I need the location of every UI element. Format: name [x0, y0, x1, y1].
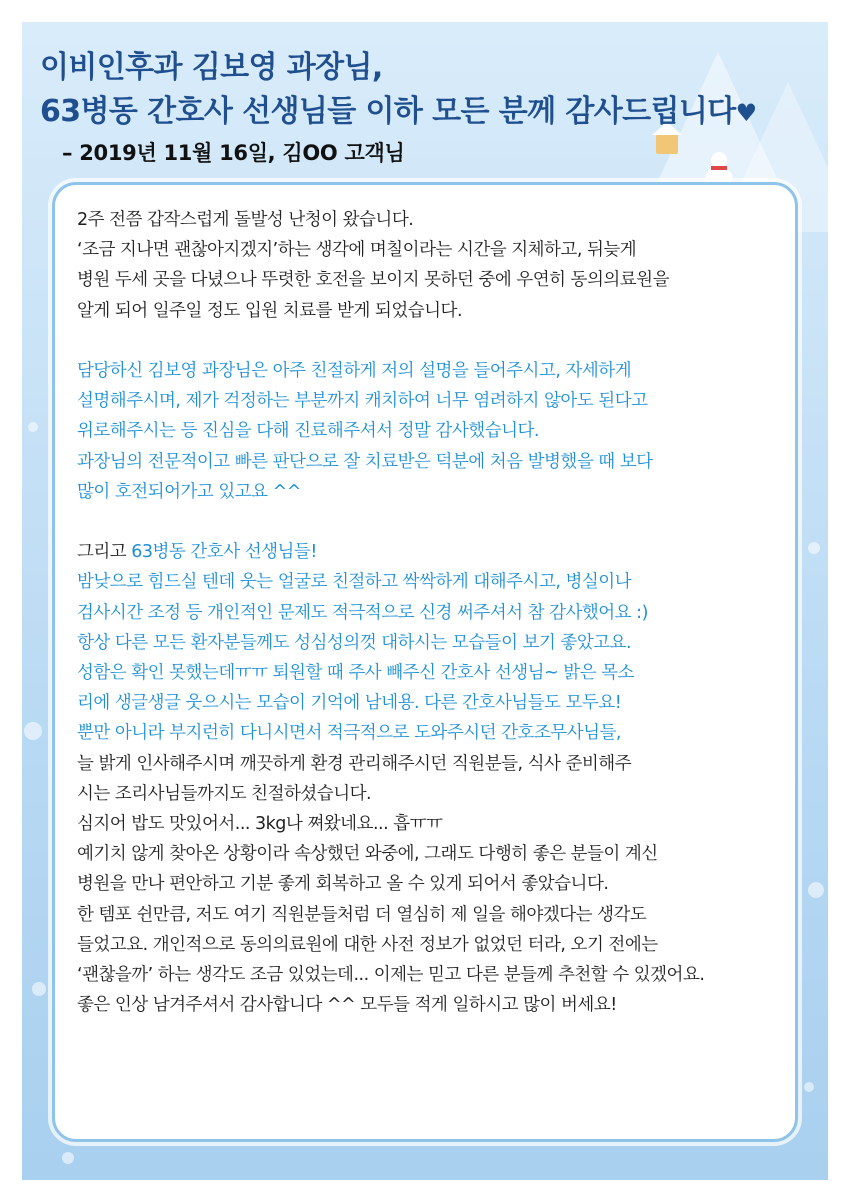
letter-highlight: 63병동 간호사 선생님들!: [131, 542, 317, 563]
letter-line: 성함은 확인 못했는데ㅠㅠ 퇴원할 때 주사 빼주신 간호사 선생님~ 밝은 목소: [77, 663, 634, 684]
snowflake-icon: [808, 542, 820, 554]
letter-line: 담당하신 김보영 과장님은 아주 친절하게 저의 설명을 들어주시고, 자세하게: [77, 361, 632, 381]
letter-line: [77, 537, 785, 567]
letter-line: 많이 호전되어가고 있고요 ^^: [77, 481, 301, 502]
paragraph-gap: [77, 326, 785, 356]
date-line: – 2019년 11월 16일, 김OO 고객님: [62, 141, 405, 165]
letter-line: 한 템포 쉰만큼, 저도 여기 직원분들처럼 더 열심히 제 일을 해야겠다는 생각도: [77, 904, 647, 925]
letter-line: 좋은 인상 남겨주셔서 감사합니다 ^^ 모두들 적게 일하시고 많이 버세요!: [77, 995, 617, 1016]
letter-line: 알게 되어 일주일 정도 입원 치료를 받게 되었습니다.: [77, 300, 463, 321]
letter-line: ‘조금 지나면 괜찮아지겠지’하는 생각에 며칠이라는 시간을 지체하고, 뒤늦게: [77, 240, 637, 261]
title-line-2: [40, 90, 820, 135]
letter-line: 검사시간 조정 등 개인적인 문제도 적극적으로 신경 써주셔서 참 감사했어요 :): [77, 602, 648, 623]
title-line-1: 이비인후과 김보영 과장님,: [40, 50, 383, 85]
letter-card: [52, 182, 798, 1142]
snowflake-icon: [32, 982, 46, 996]
header: [40, 46, 820, 169]
title-line-2-text: 63병동 간호사 선생님들 이하 모든 분께 감사드립니다: [40, 94, 736, 129]
heart-icon: ♥: [735, 99, 757, 127]
letter-line: ‘괜찮을까’ 하는 생각도 조금 있었는데... 이제는 믿고 다른 분들께 추천할 수 있겠어요.: [77, 965, 705, 986]
letter-line: 설명해주시며, 제가 걱정하는 부분까지 캐치하여 너무 염려하지 않아도 된다고: [77, 391, 648, 412]
snowflake-icon: [804, 1082, 814, 1092]
letter-line: 심지어 밥도 맛있어서... 3kg나 쪄왔네요... 흡ㅠㅠ: [77, 814, 443, 835]
letter-line: 과장님의 전문적이고 빠른 판단으로 잘 치료받은 덕분에 처음 발병했을 때 보다: [77, 451, 653, 472]
letter-line: 리에 생글생글 웃으시는 모습이 기억에 남네용. 다른 간호사님들도 모두요!: [77, 693, 622, 714]
letter-line: 예기치 않게 찾아온 상황이라 속상했던 와중에, 그래도 다행히 좋은 분들이 계신: [77, 844, 658, 865]
letter-line: 뿐만 아니라 부지런히 다니시면서 적극적으로 도와주시던 간호조무사님들,: [77, 723, 621, 744]
letter-text: 그리고: [77, 542, 132, 563]
letter-line: 들었고요. 개인적으로 동의의료원에 대한 사전 정보가 없었던 터라, 오기 전에는: [77, 934, 658, 955]
letter-line: 병원 두세 곳을 다녔으나 뚜렷한 호전을 보이지 못하던 중에 우연히 동의의료원을: [77, 270, 669, 291]
letter-line: 병원을 만나 편안하고 기분 좋게 회복하고 올 수 있게 되어서 좋았습니다.: [77, 874, 609, 895]
paragraph-gap: [77, 507, 785, 537]
snowflake-icon: [24, 722, 42, 740]
snowflake-icon: [62, 1152, 74, 1164]
snowflake-icon: [808, 882, 824, 898]
letter-line: 시는 조리사님들까지도 친절하셨습니다.: [77, 783, 372, 804]
letter-line: 항상 다른 모든 환자분들께도 성심성의껏 대하시는 모습들이 보기 좋았고요.: [77, 632, 632, 653]
letter-line: 늘 밝게 인사해주시며 깨끗하게 환경 관리해주시던 직원분들, 식사 준비해주: [77, 753, 632, 774]
letter-line: 위로해주시는 등 진심을 다해 진료해주셔서 정말 감사했습니다.: [77, 421, 539, 442]
letter-line: 2주 전쯤 갑작스럽게 돌발성 난청이 왔습니다.: [77, 210, 414, 230]
poster-background: [22, 22, 828, 1180]
snowflake-icon: [28, 422, 38, 432]
letter-line: 밤낮으로 힘드실 텐데 웃는 얼굴로 친절하고 싹싹하게 대해주시고, 병실이나: [77, 572, 632, 593]
